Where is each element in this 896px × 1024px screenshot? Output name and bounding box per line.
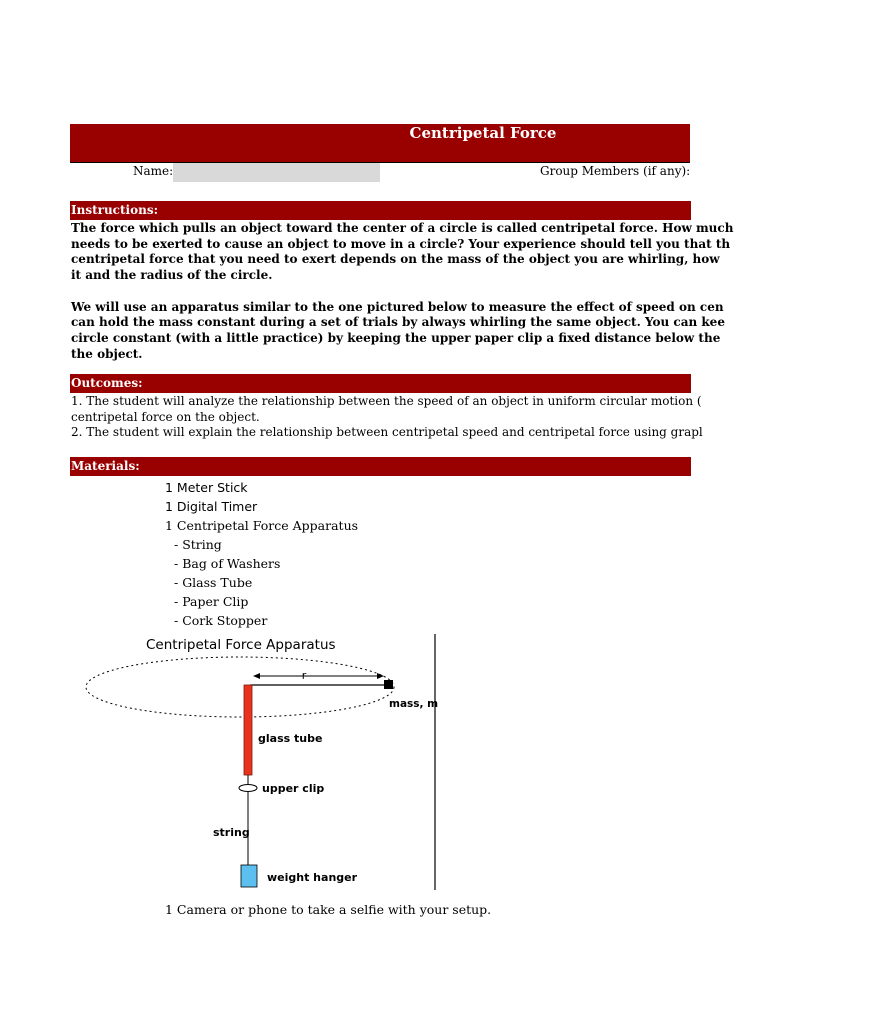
upper-clip-label: upper clip bbox=[262, 782, 325, 795]
material-sub-item: - Paper Clip bbox=[174, 594, 249, 609]
instructions-line: it and the radius of the circle. bbox=[71, 268, 273, 283]
instructions-line: centripetal force that you need to exert depends on the mass of the object you are whirling, how bbox=[71, 252, 720, 267]
group-members-label: Group Members (if any): bbox=[540, 164, 691, 178]
radius-arrowhead-right bbox=[377, 673, 384, 679]
material-item: 1 Meter Stick bbox=[165, 480, 248, 495]
instructions-line: needs to be exerted to cause an object to move in a circle? Your experience should tell you that th bbox=[71, 236, 731, 251]
instructions-line: We will use an apparatus similar to the one pictured below to measure the effect of speed on cen bbox=[71, 299, 724, 314]
orbit-ellipse bbox=[86, 657, 394, 717]
diagram-title: Centripetal Force Apparatus bbox=[146, 637, 336, 653]
material-item: 1 Centripetal Force Apparatus bbox=[165, 518, 359, 533]
radius-label: r bbox=[301, 669, 307, 682]
weight-hanger bbox=[241, 865, 257, 887]
upper-clip bbox=[239, 785, 257, 792]
radius-arrowhead-left bbox=[253, 673, 260, 679]
instructions-line: The force which pulls an object toward the center of a circle is called centripetal force. How much bbox=[71, 221, 734, 235]
mass-block bbox=[384, 680, 393, 689]
mass-label: mass, m bbox=[389, 698, 439, 710]
name-field[interactable] bbox=[173, 163, 380, 182]
material-item-camera: 1 Camera or phone to take a selfie with your setup. bbox=[165, 902, 492, 917]
instructions-line: circle constant (with a little practice) by keeping the upper paper clip a fixed distance below the bbox=[71, 330, 721, 345]
instructions-line: the object. bbox=[71, 346, 143, 361]
outcome-line: centripetal force on the object. bbox=[71, 409, 260, 424]
materials-heading: Materials: bbox=[70, 457, 691, 476]
material-sub-item: - Cork Stopper bbox=[174, 613, 268, 628]
outcomes-heading: Outcomes: bbox=[70, 374, 691, 393]
outcome-line: 1. The student will analyze the relationship between the speed of an object in uniform circular motion ( bbox=[71, 394, 702, 408]
glass-tube-label: glass tube bbox=[258, 732, 323, 745]
material-sub-item: - Glass Tube bbox=[174, 575, 253, 590]
materials-list bbox=[165, 478, 358, 630]
instructions-heading: Instructions: bbox=[70, 201, 691, 220]
name-label: Name: bbox=[133, 164, 174, 178]
page-title: Centripetal Force bbox=[409, 124, 557, 142]
material-sub-item: - String bbox=[174, 537, 222, 552]
glass-tube bbox=[244, 685, 252, 775]
string-label: string bbox=[213, 826, 250, 839]
instructions-line: can hold the mass constant during a set of trials by always whirling the same object. You can kee bbox=[71, 315, 725, 330]
material-sub-item: - Bag of Washers bbox=[174, 556, 281, 571]
apparatus-diagram bbox=[80, 630, 460, 895]
title-band bbox=[70, 124, 690, 163]
weight-hanger-label: weight hanger bbox=[267, 871, 358, 884]
outcomes-text bbox=[71, 394, 703, 441]
instructions-text bbox=[71, 221, 734, 361]
material-item: 1 Digital Timer bbox=[165, 499, 258, 514]
outcome-line: 2. The student will explain the relationship between centripetal speed and centripetal force using grapl bbox=[71, 425, 703, 439]
